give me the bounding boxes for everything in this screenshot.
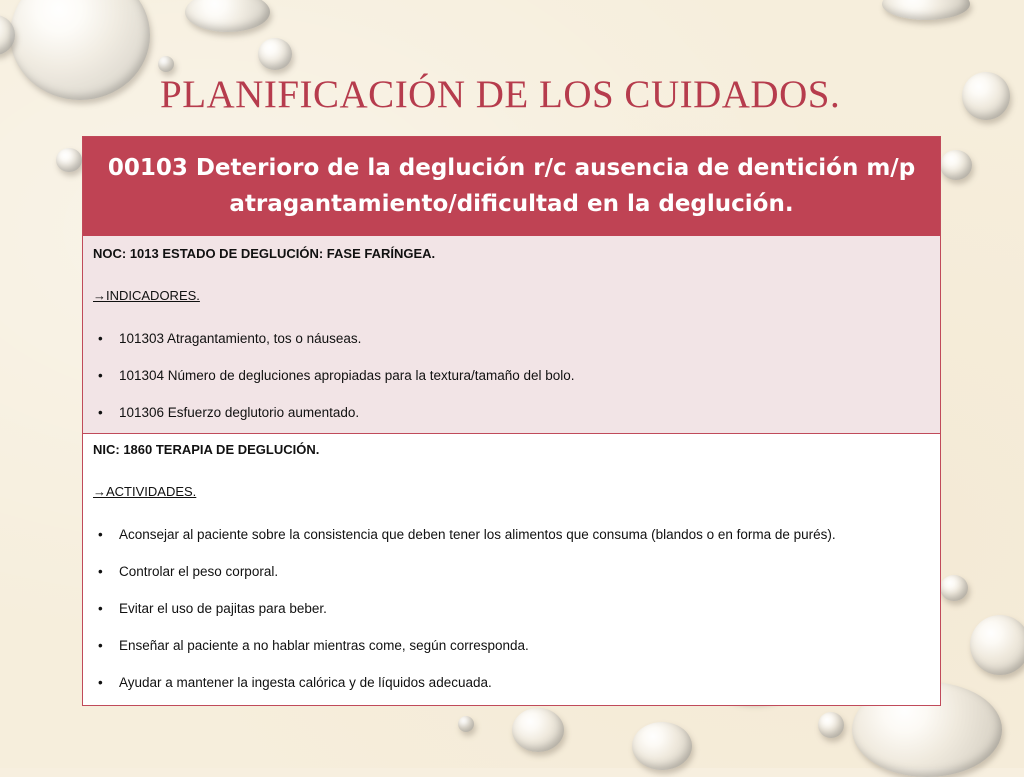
noc-section [83,236,940,434]
indicators-heading: →INDICADORES. [93,288,200,303]
list-item: • 101304 Número de degluciones apropiadas para la textura/tamaño del bolo. [93,368,940,405]
noc-title: NOC: 1013 ESTADO DE DEGLUCIÓN: FASE FARÍNGEA. [93,246,436,261]
water-drop-decoration [258,38,292,70]
water-drop-decoration [818,712,844,738]
water-drop-decoration [970,615,1024,675]
water-drop-decoration [962,72,1010,120]
list-item: • Evitar el uso de pajitas para beber. [93,601,940,638]
list-item: • Aconsejar al paciente sobre la consistencia que deben tener los alimentos que consuma (blandos o en forma de purés). [93,527,940,564]
indicator-list [93,331,940,442]
water-drop-decoration [458,716,474,732]
nic-section [83,434,940,712]
water-drop-decoration [940,575,968,601]
water-drop-decoration [158,56,174,72]
list-item: • 101303 Atragantamiento, tos o náuseas. [93,331,940,368]
list-item: • Enseñar al paciente a no hablar mientras come, según corresponda. [93,638,940,675]
activities-heading: →ACTIVIDADES. [93,484,197,499]
water-drop-decoration [940,150,972,180]
activity-list [93,527,940,712]
list-item: • 101306 Esfuerzo deglutorio aumentado. [93,405,940,442]
list-item: • Ayudar a mantener la ingesta calórica y de líquidos adecuada. [93,675,940,712]
water-drop-decoration [512,708,564,752]
care-plan-table [82,136,941,706]
nic-title: NIC: 1860 TERAPIA DE DEGLUCIÓN. [93,442,320,457]
water-drop-decoration [632,722,692,770]
list-item: • Controlar el peso corporal. [93,564,940,601]
page-title: PLANIFICACIÓN DE LOS CUIDADOS. [160,73,841,116]
diagnosis-header: 00103 Deterioro de la deglución r/c ausencia de dentición m/p atragantamiento/dificultad en la deglución. [83,137,940,236]
water-drop-decoration [56,148,82,172]
